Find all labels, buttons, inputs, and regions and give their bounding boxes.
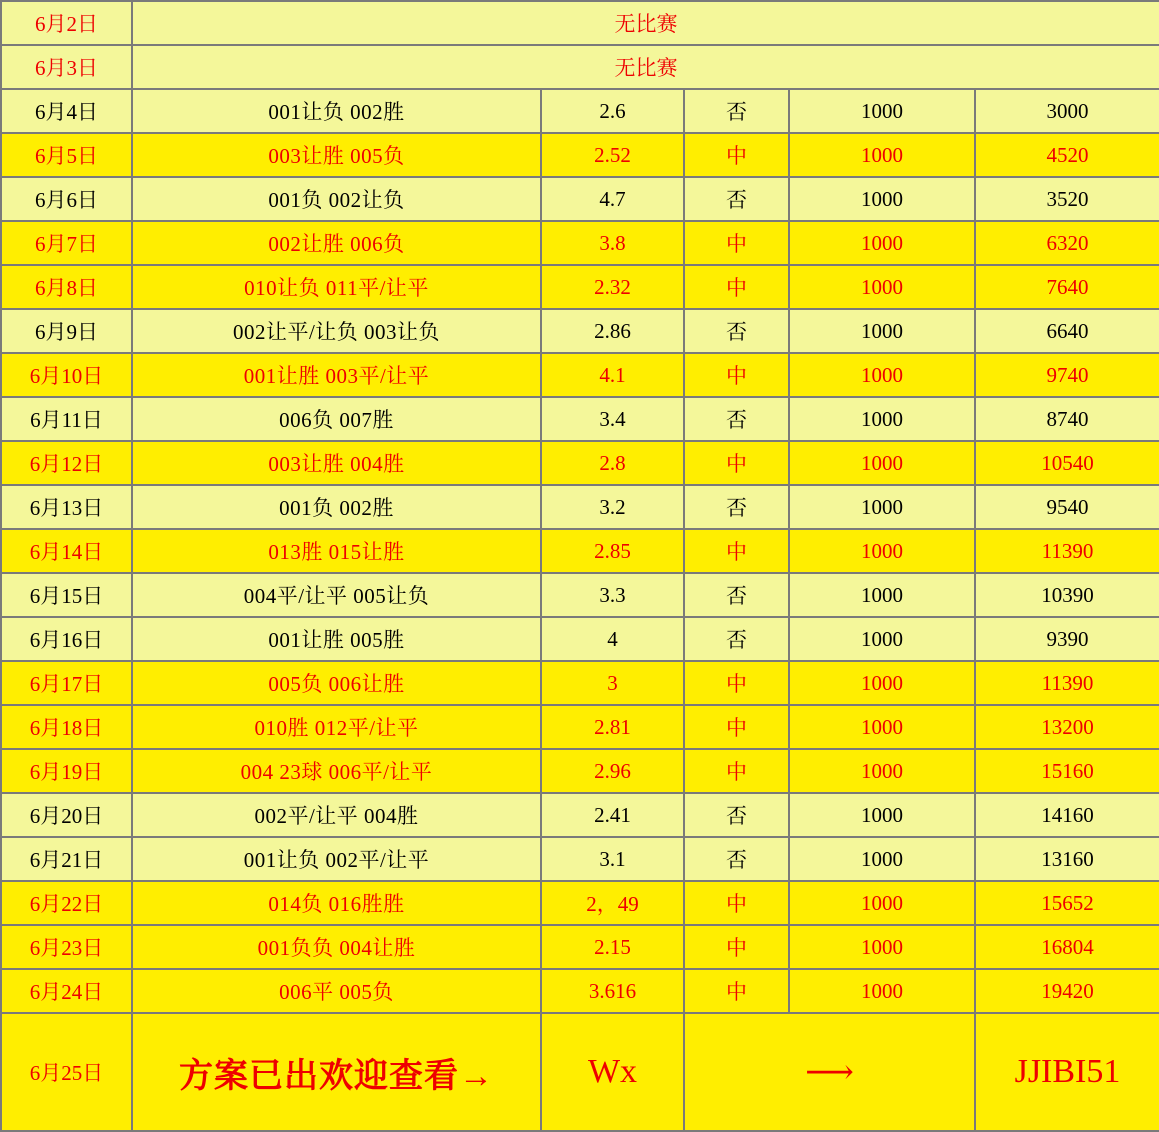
cell-hit: 否 — [684, 177, 789, 221]
cell-odds: 2.41 — [541, 793, 684, 837]
cell-odds: 3.8 — [541, 221, 684, 265]
cell-date: 6月19日 — [1, 749, 132, 793]
cell-profit: 9390 — [975, 617, 1159, 661]
cell-profit: 11390 — [975, 529, 1159, 573]
cell-date: 6月13日 — [1, 485, 132, 529]
table-row — [1, 353, 1159, 397]
cell-hit: 否 — [684, 617, 789, 661]
cell-no-match: 无比赛 — [132, 1, 1159, 45]
cell-date: 6月5日 — [1, 133, 132, 177]
cell-profit: 3520 — [975, 177, 1159, 221]
promo-row — [1, 1013, 1159, 1131]
cell-date: 6月6日 — [1, 177, 132, 221]
table-row — [1, 617, 1159, 661]
cell-match: 002让平/让负 003让负 — [132, 309, 541, 353]
table-row — [1, 573, 1159, 617]
cell-profit: 19420 — [975, 969, 1159, 1013]
cell-profit: 10390 — [975, 573, 1159, 617]
cell-profit: 7640 — [975, 265, 1159, 309]
cell-profit: 13160 — [975, 837, 1159, 881]
cell-hit: 中 — [684, 749, 789, 793]
table-row — [1, 221, 1159, 265]
cell-odds: 3.4 — [541, 397, 684, 441]
cell-match: 003让胜 004胜 — [132, 441, 541, 485]
table-row — [1, 925, 1159, 969]
cell-odds: 2.8 — [541, 441, 684, 485]
cell-profit: 6640 — [975, 309, 1159, 353]
cell-stake: 1000 — [789, 573, 975, 617]
cell-match: 014负 016胜胜 — [132, 881, 541, 925]
cell-profit: 15160 — [975, 749, 1159, 793]
cell-odds: 4 — [541, 617, 684, 661]
cell-date: 6月9日 — [1, 309, 132, 353]
cell-odds: 2.32 — [541, 265, 684, 309]
cell-match: 002平/让平 004胜 — [132, 793, 541, 837]
cell-match: 005负 006让胜 — [132, 661, 541, 705]
cell-odds: 2.81 — [541, 705, 684, 749]
cell-hit: 否 — [684, 89, 789, 133]
cell-odds: 2，49 — [541, 881, 684, 925]
cell-match: 001负 002胜 — [132, 485, 541, 529]
cell-match: 003让胜 005负 — [132, 133, 541, 177]
cell-hit: 中 — [684, 661, 789, 705]
cell-hit: 中 — [684, 265, 789, 309]
cell-match: 002让胜 006负 — [132, 221, 541, 265]
cell-stake: 1000 — [789, 529, 975, 573]
cell-hit: 否 — [684, 397, 789, 441]
cell-date: 6月21日 — [1, 837, 132, 881]
cell-profit: 15652 — [975, 881, 1159, 925]
cell-promo-date: 6月25日 — [1, 1013, 132, 1131]
cell-odds: 4.1 — [541, 353, 684, 397]
cell-promo-wx: Wx — [541, 1013, 684, 1131]
cell-profit: 6320 — [975, 221, 1159, 265]
cell-match: 001让负 002胜 — [132, 89, 541, 133]
cell-stake: 1000 — [789, 133, 975, 177]
table-row — [1, 89, 1159, 133]
cell-hit: 中 — [684, 529, 789, 573]
cell-odds: 3.3 — [541, 573, 684, 617]
cell-stake: 1000 — [789, 661, 975, 705]
cell-match: 004平/让平 005让负 — [132, 573, 541, 617]
cell-date: 6月8日 — [1, 265, 132, 309]
table-row — [1, 45, 1159, 89]
table-row — [1, 485, 1159, 529]
cell-odds: 3.2 — [541, 485, 684, 529]
cell-odds: 2.15 — [541, 925, 684, 969]
cell-hit: 否 — [684, 837, 789, 881]
table-row — [1, 793, 1159, 837]
cell-date: 6月17日 — [1, 661, 132, 705]
cell-match: 013胜 015让胜 — [132, 529, 541, 573]
cell-stake: 1000 — [789, 353, 975, 397]
cell-date: 6月4日 — [1, 89, 132, 133]
cell-date: 6月18日 — [1, 705, 132, 749]
cell-odds: 2.52 — [541, 133, 684, 177]
cell-hit: 中 — [684, 969, 789, 1013]
cell-match: 010胜 012平/让平 — [132, 705, 541, 749]
cell-stake: 1000 — [789, 441, 975, 485]
cell-hit: 否 — [684, 309, 789, 353]
cell-hit: 中 — [684, 353, 789, 397]
cell-hit: 中 — [684, 705, 789, 749]
cell-date: 6月11日 — [1, 397, 132, 441]
cell-stake: 1000 — [789, 837, 975, 881]
cell-stake: 1000 — [789, 309, 975, 353]
cell-profit: 4520 — [975, 133, 1159, 177]
table-row — [1, 705, 1159, 749]
cell-profit: 14160 — [975, 793, 1159, 837]
cell-profit: 16804 — [975, 925, 1159, 969]
cell-profit: 9540 — [975, 485, 1159, 529]
table-row — [1, 529, 1159, 573]
cell-odds: 3.616 — [541, 969, 684, 1013]
cell-stake: 1000 — [789, 793, 975, 837]
table-row — [1, 969, 1159, 1013]
table-row — [1, 1, 1159, 45]
cell-match: 006负 007胜 — [132, 397, 541, 441]
cell-hit: 中 — [684, 881, 789, 925]
cell-stake: 1000 — [789, 617, 975, 661]
cell-stake: 1000 — [789, 221, 975, 265]
table-row — [1, 177, 1159, 221]
cell-promo-text: 方案已出欢迎查看→ — [132, 1013, 541, 1131]
cell-date: 6月2日 — [1, 1, 132, 45]
cell-hit: 否 — [684, 573, 789, 617]
right-arrow-icon: ⟶ — [684, 1013, 975, 1131]
cell-odds: 3 — [541, 661, 684, 705]
cell-stake: 1000 — [789, 89, 975, 133]
results-table-body — [1, 1, 1159, 1131]
cell-stake: 1000 — [789, 397, 975, 441]
cell-hit: 中 — [684, 925, 789, 969]
cell-match: 001让胜 003平/让平 — [132, 353, 541, 397]
cell-stake: 1000 — [789, 485, 975, 529]
cell-match: 001负 002让负 — [132, 177, 541, 221]
cell-match: 010让负 011平/让平 — [132, 265, 541, 309]
cell-stake: 1000 — [789, 925, 975, 969]
cell-date: 6月24日 — [1, 969, 132, 1013]
cell-odds: 2.85 — [541, 529, 684, 573]
cell-stake: 1000 — [789, 265, 975, 309]
cell-hit: 中 — [684, 221, 789, 265]
cell-stake: 1000 — [789, 881, 975, 925]
table-row — [1, 749, 1159, 793]
cell-profit: 13200 — [975, 705, 1159, 749]
cell-promo-id: JJIBI51 — [975, 1013, 1159, 1131]
cell-match: 001让胜 005胜 — [132, 617, 541, 661]
cell-hit: 中 — [684, 133, 789, 177]
cell-date: 6月20日 — [1, 793, 132, 837]
cell-odds: 4.7 — [541, 177, 684, 221]
cell-date: 6月12日 — [1, 441, 132, 485]
cell-stake: 1000 — [789, 749, 975, 793]
table-row — [1, 309, 1159, 353]
cell-profit: 11390 — [975, 661, 1159, 705]
table-row — [1, 441, 1159, 485]
table-row — [1, 133, 1159, 177]
cell-match: 006平 005负 — [132, 969, 541, 1013]
cell-date: 6月16日 — [1, 617, 132, 661]
cell-match: 004 23球 006平/让平 — [132, 749, 541, 793]
cell-date: 6月22日 — [1, 881, 132, 925]
cell-hit: 否 — [684, 793, 789, 837]
cell-odds: 2.86 — [541, 309, 684, 353]
cell-stake: 1000 — [789, 969, 975, 1013]
cell-odds: 3.1 — [541, 837, 684, 881]
cell-profit: 3000 — [975, 89, 1159, 133]
cell-date: 6月3日 — [1, 45, 132, 89]
table-row — [1, 397, 1159, 441]
cell-no-match: 无比赛 — [132, 45, 1159, 89]
cell-date: 6月23日 — [1, 925, 132, 969]
cell-odds: 2.96 — [541, 749, 684, 793]
cell-hit: 否 — [684, 485, 789, 529]
cell-match: 001负负 004让胜 — [132, 925, 541, 969]
table-row — [1, 881, 1159, 925]
cell-profit: 10540 — [975, 441, 1159, 485]
table-row — [1, 837, 1159, 881]
cell-match: 001让负 002平/让平 — [132, 837, 541, 881]
cell-profit: 8740 — [975, 397, 1159, 441]
cell-hit: 中 — [684, 441, 789, 485]
cell-stake: 1000 — [789, 705, 975, 749]
cell-date: 6月10日 — [1, 353, 132, 397]
cell-profit: 9740 — [975, 353, 1159, 397]
cell-date: 6月14日 — [1, 529, 132, 573]
cell-odds: 2.6 — [541, 89, 684, 133]
table-row — [1, 265, 1159, 309]
cell-stake: 1000 — [789, 177, 975, 221]
cell-date: 6月7日 — [1, 221, 132, 265]
cell-date: 6月15日 — [1, 573, 132, 617]
table-row — [1, 661, 1159, 705]
